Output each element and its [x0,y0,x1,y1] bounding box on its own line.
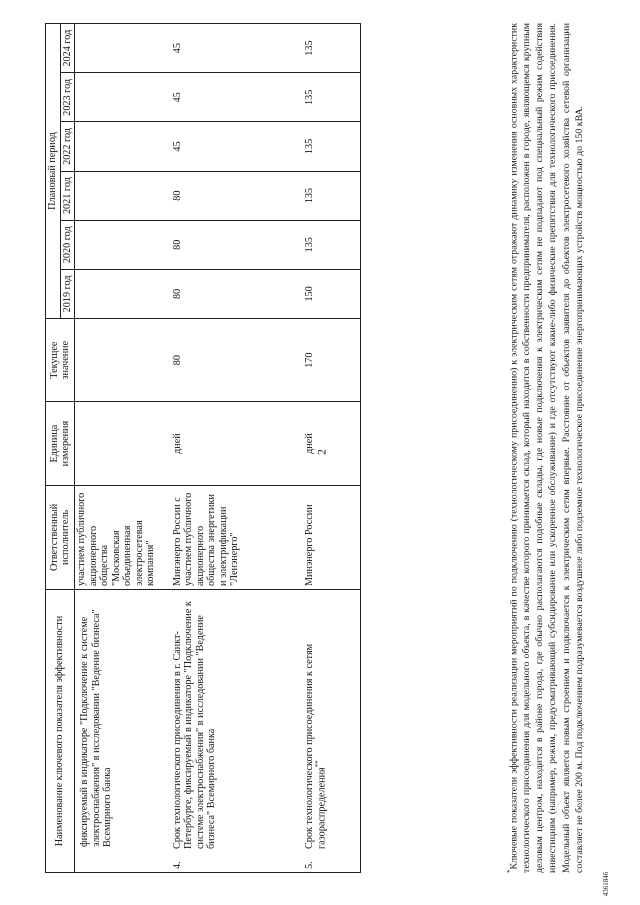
document-code: 4361846 [602,871,610,897]
header-year: 2023 год [60,73,75,122]
row-name-block [304,593,328,849]
row-value: 80 [171,171,303,220]
row-value: 135 [303,73,361,122]
row-value: 80 [171,220,303,269]
header-year: 2021 год [60,171,75,220]
row-unit [75,402,171,485]
row-name-wrap [304,593,328,869]
row-value: 45 [171,73,303,122]
row-value: 135 [303,220,361,269]
row-name [171,590,303,873]
header-current: Текущее значение [46,318,75,401]
row-value [75,24,171,73]
row-name-wrap [172,593,218,869]
row-name-mark: ** [314,760,323,768]
row-current: 80 [171,318,303,401]
table-row-continuation [75,24,171,873]
row-unit: дней [303,402,361,485]
table-row [303,24,361,873]
row-value [75,269,171,318]
rotated-content [45,23,635,873]
header-year: 2022 год [60,122,75,171]
row-name [303,590,361,873]
header-responsible: Ответственный исполнитель [46,485,75,589]
footnote [506,23,586,873]
row-value: 135 [303,171,361,220]
row-responsible: участием публичного акционерного общества "Московская объединенная электросетевая компания" [75,485,171,589]
row-name-text: Срок технологического присоединения в г. Санкт-Петербурге, фиксируемый в индикаторе "Подключение к системе электроснабжения" в исследовании "Ведение бизнеса" Всемирного банка [171,601,218,849]
header-unit: Единица измерения [46,402,75,485]
footnote-text: Ключевые показатели эффективности реализации мероприятий по подключению (технологическому присоединению) к электрическим сетям отражают динамику изменения основных характеристик технологического присоединения для модельного объекта, в качестве которого принимается склад, который находится в собственности предпринимателя, расположен в городе, являющемся крупным деловым центром, находится в районе города, где обычно располагаются подобные склады, где новые подключения к электрическим сетям не подпадают под специальный режим содействия инвестициям (например, режим, предусматривающий субсидирование или ускоренное обслуживание) и где отсутствуют какие-либо физические препятствия для технологического присоединения. Модельный объект является новым строением и подключается к электрическим сетям впервые. Расстояние от объектов заявителя до объектов электросетевого хозяйства сетевой организации составляет не более 200 м. Под подключением подразумевается воздушное либо подземное технологическое присоединение энергопринимающих устройств мощностью до 150 кВА. [508,23,585,873]
row-value: 135 [303,24,361,73]
row-responsible: Минэнерго России [303,485,361,589]
footnote-mark: * [506,869,514,873]
row-name-text: Срок технологического присоединения к сетям газораспределения [303,643,328,849]
page-number: 2 [314,449,329,455]
header-year: 2024 год [60,24,75,73]
row-value [75,73,171,122]
row-value [75,220,171,269]
table-row [171,24,303,873]
row-unit: дней [171,402,303,485]
row-value: 135 [303,122,361,171]
kpi-table [45,23,361,873]
row-index: 4. [171,861,183,869]
row-value: 150 [303,269,361,318]
row-value: 80 [171,269,303,318]
row-index: 5. [303,861,315,869]
header-name: Наименование ключевого показателя эффективности [46,590,75,873]
row-value [75,122,171,171]
row-name-text: фиксируемый в индикаторе "Подключение к системе электроснабжения" в исследовании "Ведение бизнеса" Всемирного банка [79,609,114,847]
row-value [75,171,171,220]
row-responsible: Минэнерго России с участием публичного акционерного общества энергетики и электрификации "Ленэнерго" [171,485,303,589]
row-value: 45 [171,122,303,171]
header-year: 2020 год [60,220,75,269]
header-year: 2019 год [60,269,75,318]
row-name [75,590,171,873]
row-value: 45 [171,24,303,73]
row-current [75,318,171,401]
row-current: 170 [303,318,361,401]
header-plan-period: Плановый период [46,24,61,319]
